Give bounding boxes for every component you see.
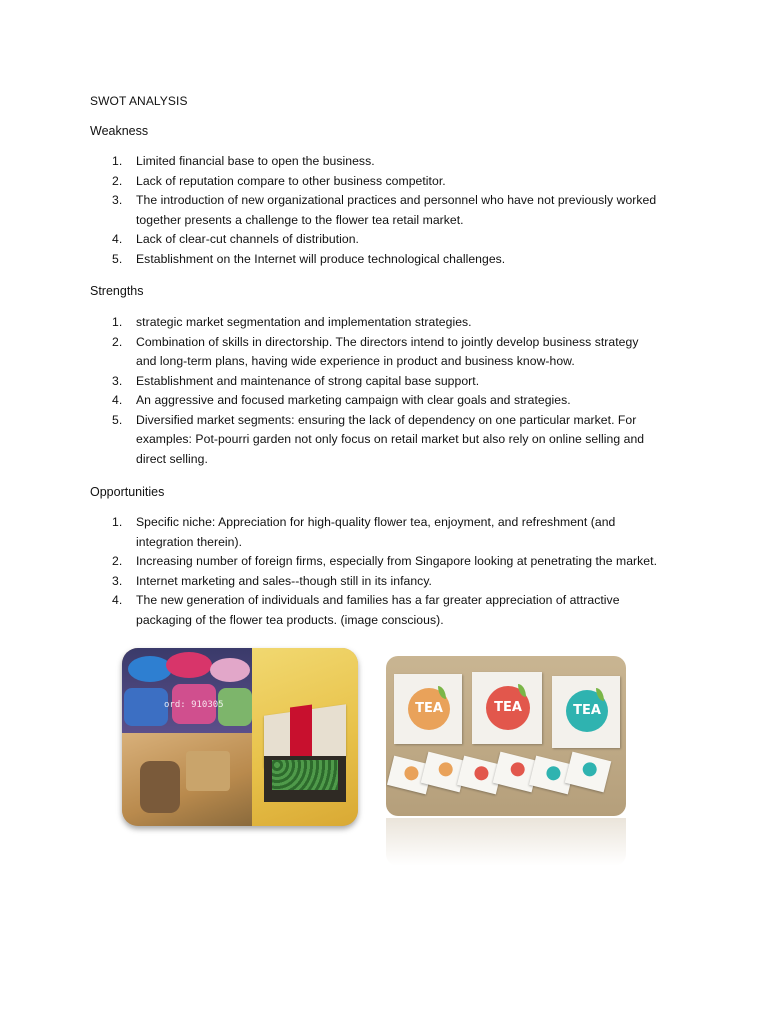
gold-tin-icon — [140, 761, 180, 813]
tea-badge-orange: TEA — [408, 688, 450, 730]
section-heading-weakness: Weakness — [90, 124, 149, 138]
list-item: 4. The new generation of individuals and families has a far greater appreciation of attractive packaging of the flower tea products. (image conscious). — [112, 593, 620, 627]
list-item: 4. Lack of clear-cut channels of distribution. — [112, 232, 359, 246]
gold-box-icon — [186, 751, 230, 791]
tea-tin-icon — [166, 652, 212, 678]
collage-gold-tins-panel — [122, 733, 252, 826]
tea-badge-red: TEA — [486, 686, 530, 730]
gift-box-pattern — [272, 760, 338, 790]
list-item: 3. The introduction of new organizational practices and personnel who have not previously worked together presents a challenge to the flower tea retail market. — [112, 193, 657, 227]
product-image-reflection — [386, 818, 626, 866]
opportunities-list — [90, 513, 690, 630]
list-item: 1. Limited financial base to open the business. — [112, 154, 375, 168]
strengths-list — [90, 313, 690, 469]
list-item: 1. Specific niche: Appreciation for high-quality flower tea, enjoyment, and refreshment (and integration therein). — [112, 515, 616, 549]
tea-packaging-collage-image — [122, 648, 358, 826]
list-item: 4. An aggressive and focused marketing campaign with clear goals and strategies. — [112, 393, 571, 407]
document-title: SWOT ANALYSIS — [90, 94, 188, 108]
list-item: 2. Combination of skills in directorship. The directors intend to jointly develop business strategy and long-term plans, having wide experience in product and business know-how. — [112, 334, 639, 368]
tea-sachet — [565, 752, 612, 793]
tea-tin-icon — [128, 656, 172, 682]
list-item: 2. Lack of reputation compare to other business competitor. — [112, 173, 446, 188]
list-item: 5. Establishment on the Internet will produce technological challenges. — [112, 251, 506, 266]
tea-tin-icon — [210, 658, 250, 682]
tea-tin-icon — [124, 688, 168, 726]
tea-product-boxes-image — [386, 656, 626, 816]
list-item: 3. Internet marketing and sales--though still in its infancy. — [112, 573, 432, 588]
tea-badge-teal: TEA — [566, 690, 608, 732]
section-heading-opportunities: Opportunities — [90, 485, 165, 499]
weakness-list — [90, 152, 690, 269]
section-heading-strengths: Strengths — [90, 284, 144, 298]
list-item: 5. Diversified market segments: ensuring the lack of dependency on one particular market. For examples: Pot-pourri garden not only focus on retail market but also rely on online selling and direct selling. — [112, 412, 645, 466]
collage-tins-panel — [122, 648, 252, 733]
collage-watermark: ord: 910305 — [164, 700, 224, 710]
list-item: 1. strategic market segmentation and implementation strategies. — [112, 315, 472, 329]
gift-box-ribbon — [290, 704, 312, 763]
list-item: 2. Increasing number of foreign firms, especially from Singapore looking at penetrating the market. — [112, 554, 658, 568]
list-item: 3. Establishment and maintenance of strong capital base support. — [112, 373, 480, 388]
